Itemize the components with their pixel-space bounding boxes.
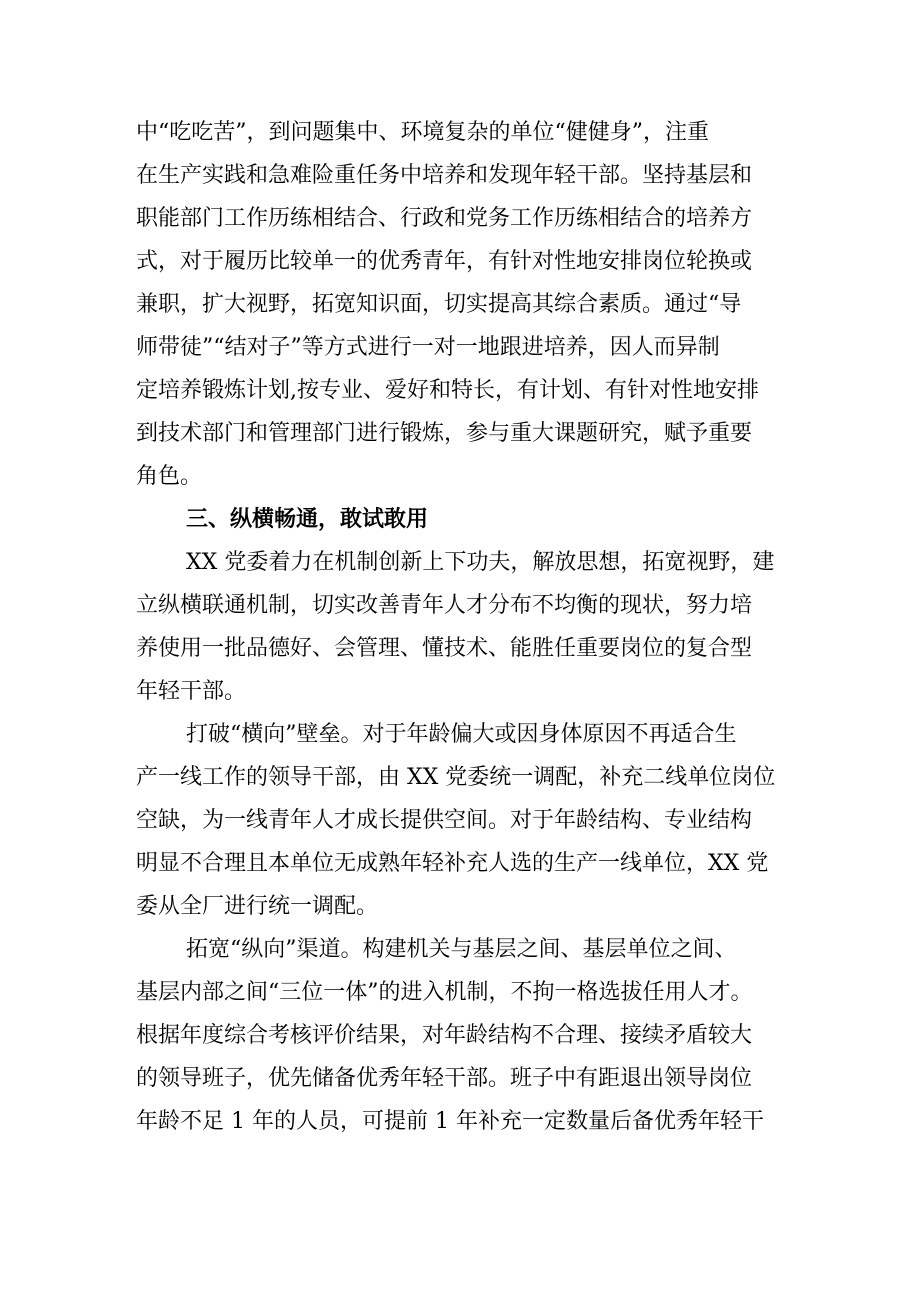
body-text-line: 式，对于履历比较单一的优秀青年，有针对性地安排岗位轮换或: [136, 249, 753, 274]
body-text-line: 产一线工作的领导干部，由 XX 党委统一调配，补充二线单位岗位: [136, 765, 776, 790]
body-text-line: 师带徒”“结对子”等方式进行一对一地跟进培养，因人而异制: [136, 335, 720, 360]
body-text-line: 兼职，扩大视野，拓宽知识面，切实提高其综合素质。通过“导: [136, 292, 742, 317]
body-text-line: 到技术部门和管理部门进行锻炼，参与重大课题研究，赋予重要: [136, 421, 753, 446]
body-text-line: 年龄不足 1 年的人员，可提前 1 年补充一定数量后备优秀年轻干: [136, 1109, 764, 1134]
paragraph-first-line: 拓宽“纵向”渠道。构建机关与基层之间、基层单位之间、: [186, 937, 737, 962]
body-text-line: 养使用一批品德好、会管理、懂技术、能胜任重要岗位的复合型: [136, 636, 753, 661]
body-text-line: 委从全厂进行统一调配。: [136, 894, 379, 919]
body-text-line: 年轻干部。: [136, 679, 247, 704]
body-text-line: 中“吃吃苦”，到问题集中、环境复杂的单位“健健身”，注重: [136, 120, 709, 145]
body-text-line: 的领导班子，优先储备优秀年轻干部。班子中有距退出领导岗位: [136, 1066, 753, 1091]
body-text-line: 基层内部之间“三位一体”的进入机制，不拘一格选拔任用人才。: [136, 980, 753, 1005]
paragraph-first-line: 打破“横向”壁垒。对于年龄偏大或因身体原因不再适合生: [186, 722, 737, 747]
body-text-line: 职能部门工作历练相结合、行政和党务工作历练相结合的培养方: [136, 206, 753, 231]
body-text-line: 立纵横联通机制，切实改善青年人才分布不均衡的现状，努力培: [136, 593, 753, 618]
body-text-line: 明显不合理且本单位无成熟年轻补充人选的生产一线单位，XX 党: [136, 851, 769, 876]
paragraph-first-line: XX 党委着力在机制创新上下功夫，解放思想，拓宽视野，建: [186, 550, 775, 575]
body-text-line: 在生产实践和急难险重任务中培养和发现年轻干部。坚持基层和: [136, 163, 753, 188]
body-text-line: 空缺，为一线青年人才成长提供空间。对于年龄结构、专业结构: [136, 808, 753, 833]
body-text-line: 根据年度综合考核评价结果，对年龄结构不合理、接续矛盾较大: [136, 1023, 753, 1048]
body-text-line: 定培养锻炼计划,按专业、爱好和特长，有计划、有针对性地安排: [136, 378, 759, 403]
body-text-line: 角色。: [136, 464, 203, 489]
section-heading: 三、纵横畅通，敢试敢用: [186, 507, 429, 532]
